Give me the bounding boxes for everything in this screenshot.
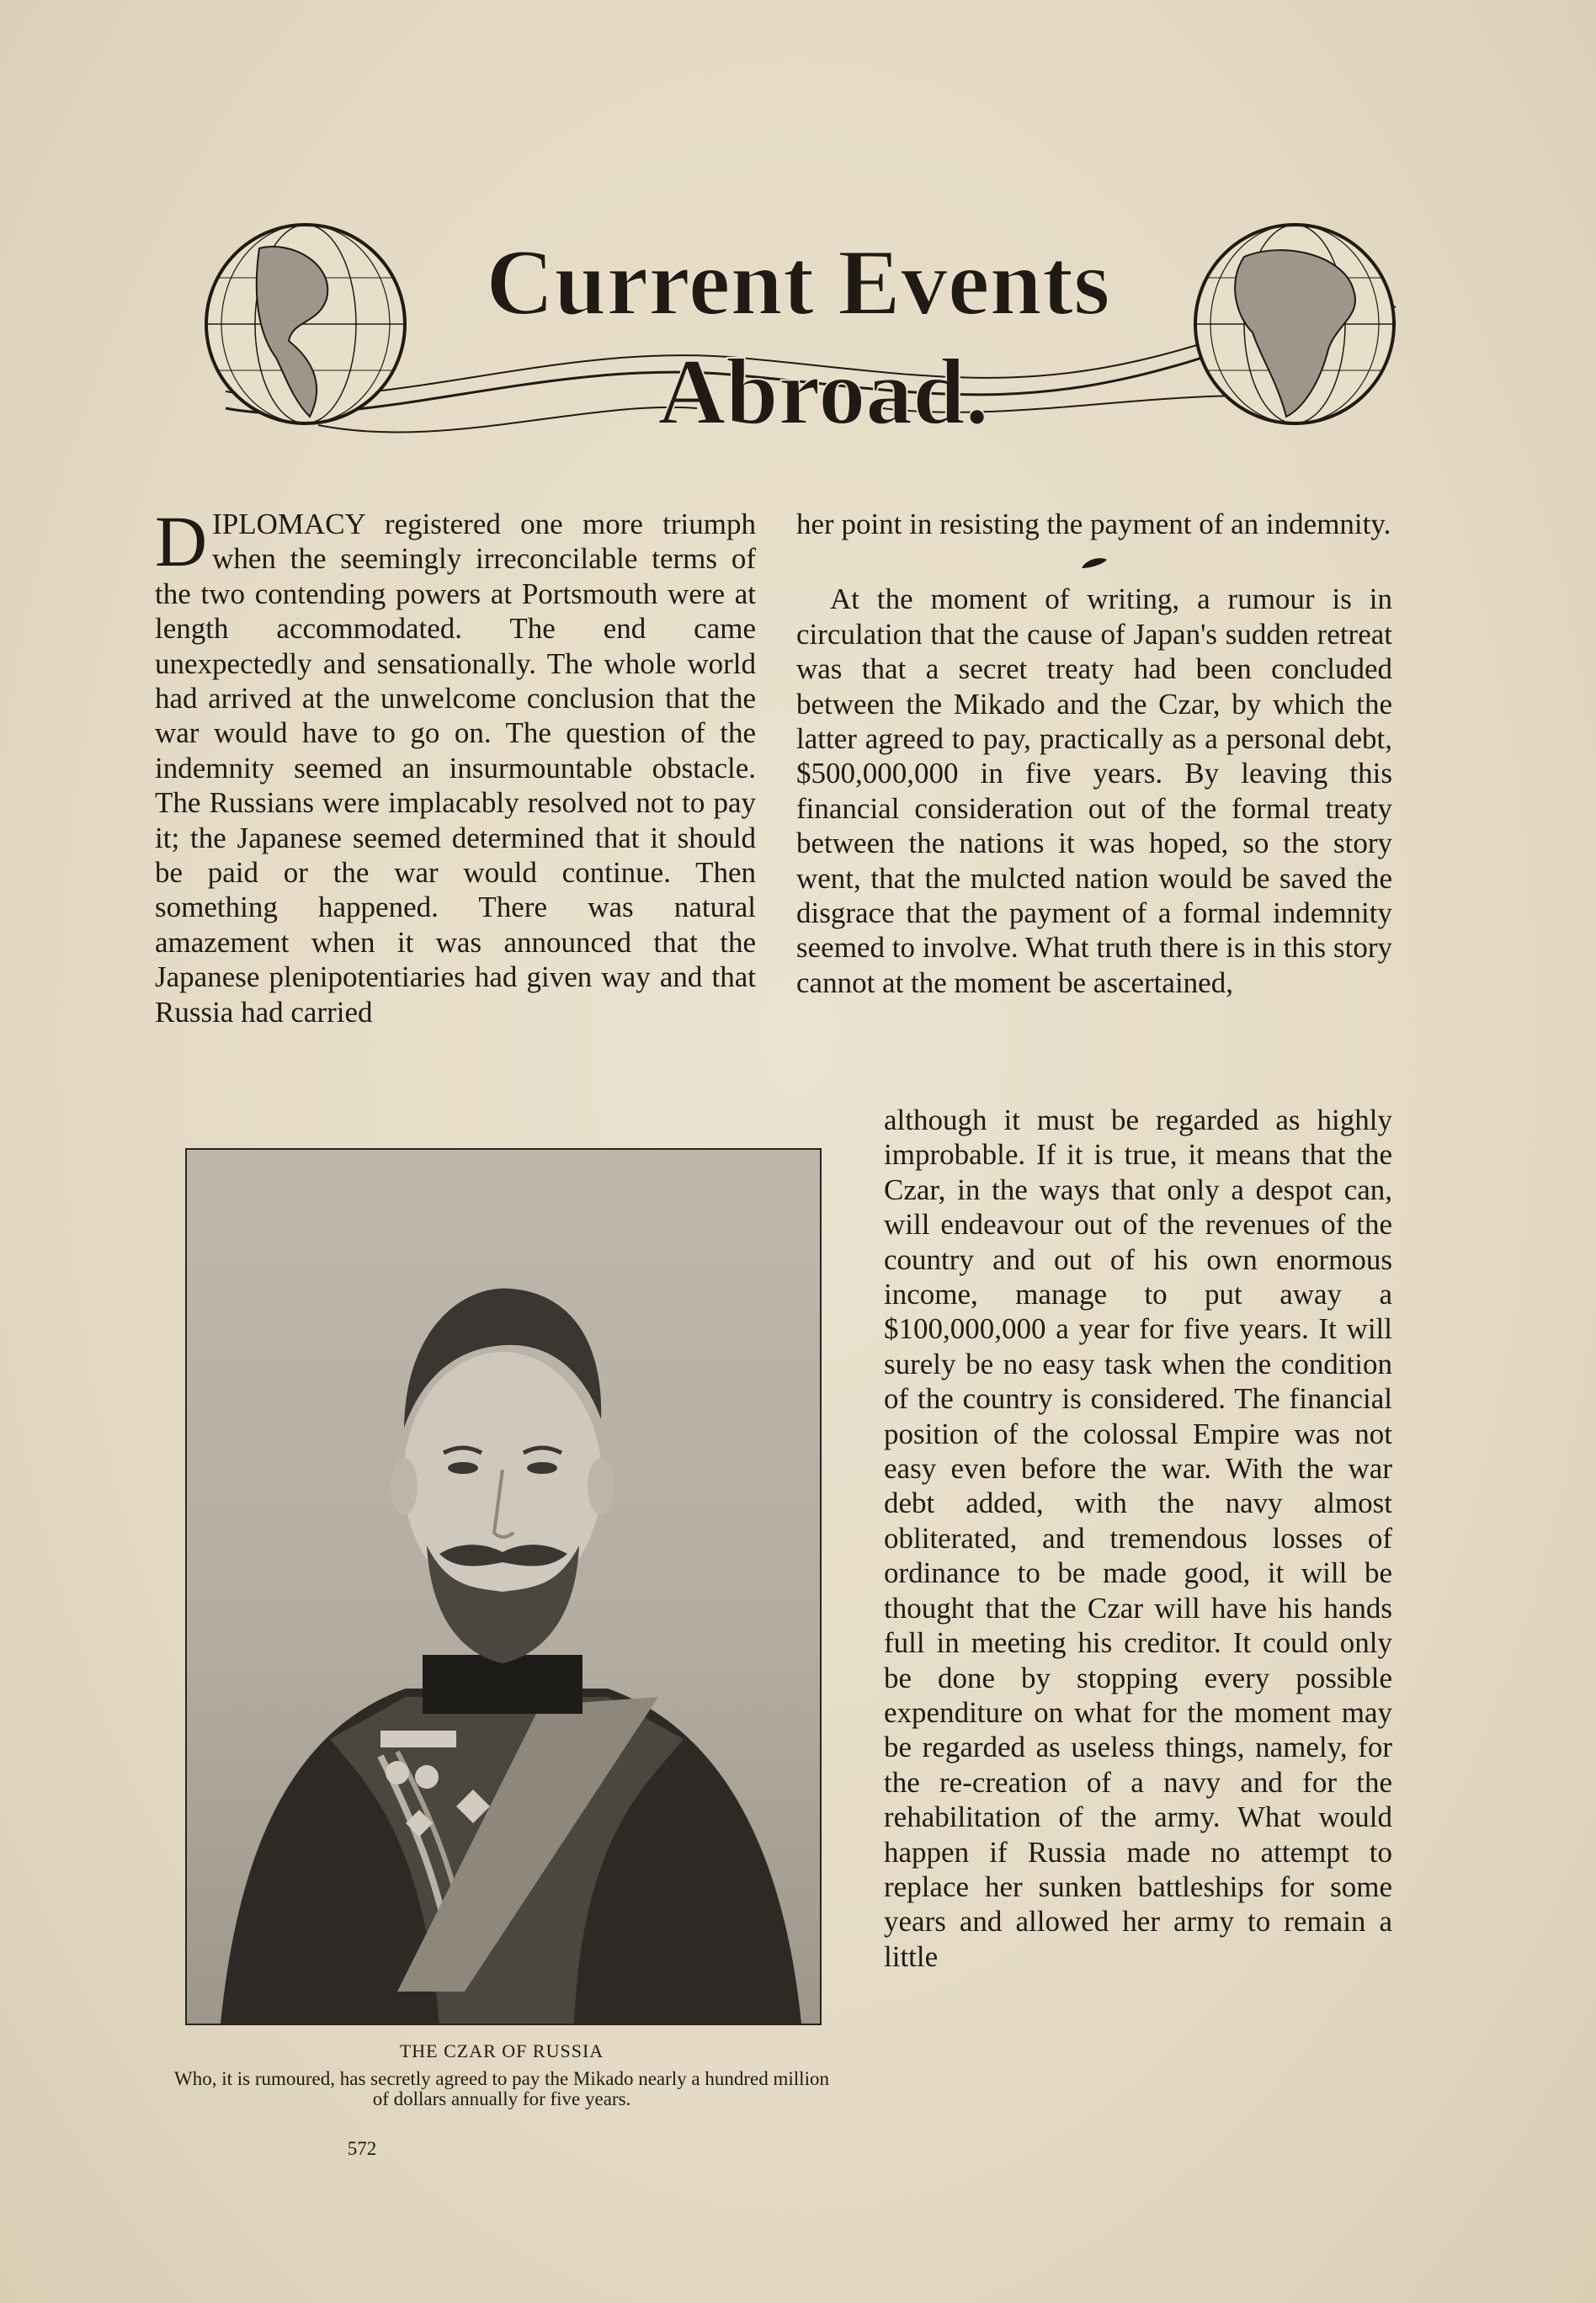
globe-right-icon	[1195, 225, 1394, 423]
czar-portrait-image	[185, 1148, 822, 2025]
left-paragraph-text: IPLOMACY registered one more triumph when the seemingly irreconcilable terms of the two contending powers at Portsmouth were at length accommodated. The end came unexpectedly and sensationally. The whole world had arrived at the unwelcome conclusion that the war would have to go on. The question of the indemnity seemed an insurmountable obstacle. The Russians were implacably resolved not to pay it; the Japanese seemed determined that it should be paid or the war would continue. Then something happened. There was natural amazement when it was announced that the Japanese plenipotentiaries had given way and that Russia had carried	[155, 508, 756, 1029]
left-column	[155, 501, 756, 1029]
right-paragraph-1: her point in resisting the payment of an indemnity.	[796, 508, 1391, 540]
left-paragraph	[155, 501, 756, 1029]
banner-title-line1: Current Events	[486, 231, 1110, 335]
right-paragraph-2: At the moment of writing, a rumour is in circulation that the cause of Japan's sudden retreat was that a secret treaty had been concluded between the Mikado and the Czar, by which the latter agreed to pay, practically as a personal debt, $500,000,000 in five years. By leaving this financial consideration out of the formal treaty between the nations it was hoped, so the story went, that the mulcted nation would be saved the disgrace that the payment of a formal indemnity seemed to involve. What truth there is in this story cannot at the moment be ascertained,	[796, 582, 1392, 999]
banner-title-line2: Abroad.	[657, 340, 989, 444]
globe-left-icon	[206, 225, 405, 423]
figure-caption-text: Who, it is rumoured, has secretly agreed to pay the Mikado nearly a hundred million of dollars annually for five years.	[174, 2068, 829, 2109]
page-number: 572	[347, 2138, 377, 2159]
right-column-wrapped	[884, 1103, 1392, 1974]
section-ornament-icon	[796, 545, 1392, 578]
drop-cap: D	[155, 501, 208, 582]
right-paragraph-2-continued: although it must be regarded as highly improbable. If it is true, it means that the Czar, in the ways that only a despot can, will endeavour out of the revenues of the country and out of his own enormous income, manage to put away a $100,000,000 a year for five years. It will surely be no easy task when the condition of the country is considered. The financial position of the colossal Empire was not easy even before the war. With the war debt added, with the navy almost obliterated, and tremendous losses of ordinance to be made good, it will be thought that the Czar will have his hands full in meeting his creditor. It could only be done by stopping every possible expenditure on what for the moment may be regarded as useless things, namely, for the re-creation of a navy and for the rehabilitation of the army. What would happen if Russia made no attempt to replace her sunken battleships for some years and allowed her army to remain a little	[884, 1104, 1392, 1973]
figure-caption-title: THE CZAR OF RUSSIA	[399, 2040, 604, 2061]
right-column	[796, 507, 1392, 1000]
section-banner	[192, 215, 1404, 467]
